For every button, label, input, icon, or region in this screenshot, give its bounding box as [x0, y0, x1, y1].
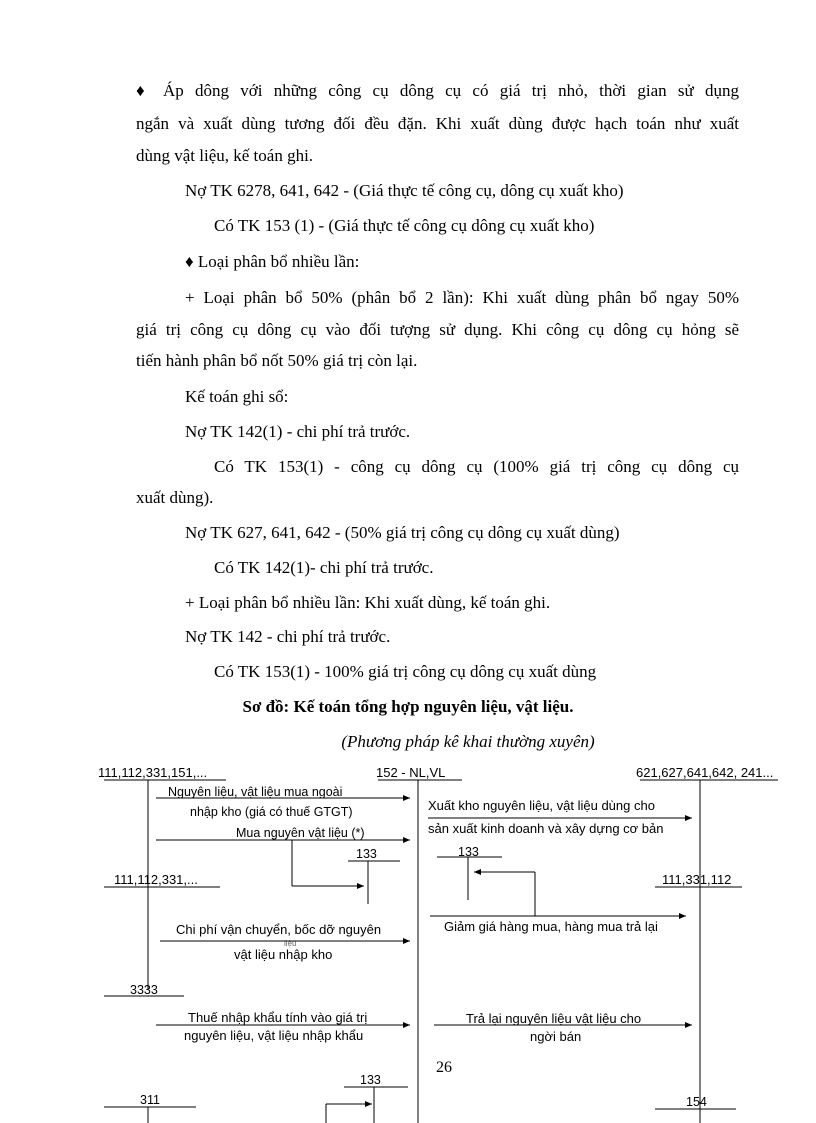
account-111-112-331-151: 111,112,331,151,... — [98, 765, 208, 780]
label-xuat-kho-2: sản xuất kinh doanh và xây dựng cơ bản — [428, 821, 664, 836]
paragraph-1-line-2: ngắn và xuất dùng tương đối đều đặn. Khi xuất dùng được hạch toán như xuất — [136, 114, 739, 133]
entry-co-153-1-cont: xuất dùng). — [136, 488, 214, 507]
entry-no-142-1: Nợ TK 142(1) - chi phí trả trước. — [185, 422, 411, 441]
label-thue-2: nguyên liệu, vật liệu nhập khẩu — [184, 1028, 364, 1043]
paragraph-2-line-2: giá trị công cụ dông cụ vào đối tượng sử dụng. Khi công cụ dông cụ hỏng sẽ — [136, 320, 739, 339]
label-van-chuyen-1: Chi phí vận chuyển, bốc dỡ nguyên — [176, 922, 382, 937]
account-311: 311 — [140, 1093, 160, 1107]
bullet-phan-bo-nhieu-lan: ♦ Loại phân bổ nhiều lần: — [185, 252, 360, 271]
account-3333: 3333 — [130, 983, 158, 997]
entry-phan-bo-nhieu-lan: + Loại phân bổ nhiều lần: Khi xuất dùng, kế toán ghi. — [185, 593, 551, 612]
ke-toan-ghi-so: Kế toán ghi sổ: — [185, 387, 289, 406]
label-mua-nvl: Mua nguyên vật liệu (*) — [236, 826, 365, 840]
diagram-subtitle: (Phương pháp kê khai thường xuyên) — [341, 732, 595, 751]
label-van-chuyen-2: liệu — [284, 939, 297, 948]
label-mua-ngoai-2: nhập kho (giá có thuế GTGT) — [190, 805, 353, 819]
account-133-b: 133 — [458, 845, 479, 859]
account-621-627: 621,627,641,642, 241... — [636, 765, 774, 780]
label-tra-lai-1: Trả lại nguyên liệu vật liệu cho — [466, 1011, 642, 1026]
paragraph-1-line-1: ♦ Áp dông với những công cụ dông cụ có giá trị nhỏ, thời gian sử dụng — [136, 81, 739, 100]
account-133-a: 133 — [356, 847, 377, 861]
accounting-diagram — [0, 760, 816, 1123]
label-xuat-kho-1: Xuất kho nguyên liệu, vật liệu dùng cho — [428, 798, 655, 813]
paragraph-2-line-1: + Loại phân bổ 50% (phân bổ 2 lần): Khi xuất dùng phân bổ ngay 50% — [185, 288, 739, 307]
entry-co-153-1: Có TK 153 (1) - (Giá thực tế công cụ dông cụ xuất kho) — [214, 216, 595, 235]
account-111-112-331: 111,112,331,... — [114, 872, 198, 887]
label-giam-gia: Giảm giá hàng mua, hàng mua trả lại — [444, 919, 658, 934]
account-111-331-112: 111,331,112 — [662, 872, 732, 887]
entry-co-142-1: Có TK 142(1)- chi phí trả trước. — [214, 558, 434, 577]
label-tra-lai-2: ngời bán — [530, 1029, 582, 1044]
account-152: 152 - NL,VL — [376, 765, 446, 780]
account-133-c: 133 — [360, 1073, 381, 1087]
entry-no-627: Nợ TK 627, 641, 642 - (50% giá trị công cụ dông cụ xuất dùng) — [185, 523, 620, 542]
diagram-title: Sơ đồ: Kế toán tổng hợp nguyên liệu, vật liệu. — [242, 697, 574, 716]
entry-co-153-1-full: Có TK 153(1) - công cụ dông cụ (100% giá trị công cụ dông cụ — [214, 457, 739, 476]
label-thue-1: Thuế nhập khẩu tính vào giá trị — [188, 1010, 368, 1025]
entry-no-6278: Nợ TK 6278, 641, 642 - (Giá thực tế công cụ, dông cụ xuất kho) — [185, 181, 624, 200]
entry-co-153-100: Có TK 153(1) - 100% giá trị công cụ dông cụ xuất dùng — [214, 662, 597, 681]
label-mua-ngoai-1: Nguyên liệu, vật liệu mua ngoài — [168, 785, 343, 799]
paragraph-2-line-3: tiến hành phân bổ nốt 50% giá trị còn lại. — [136, 351, 418, 370]
paragraph-1-line-3: dùng vật liệu, kế toán ghi. — [136, 146, 314, 165]
entry-no-142: Nợ TK 142 - chi phí trả trước. — [185, 627, 391, 646]
label-van-chuyen-3: vật liệu nhập kho — [234, 947, 333, 962]
page-number: 26 — [436, 1059, 452, 1076]
account-154: 154 — [686, 1095, 707, 1109]
